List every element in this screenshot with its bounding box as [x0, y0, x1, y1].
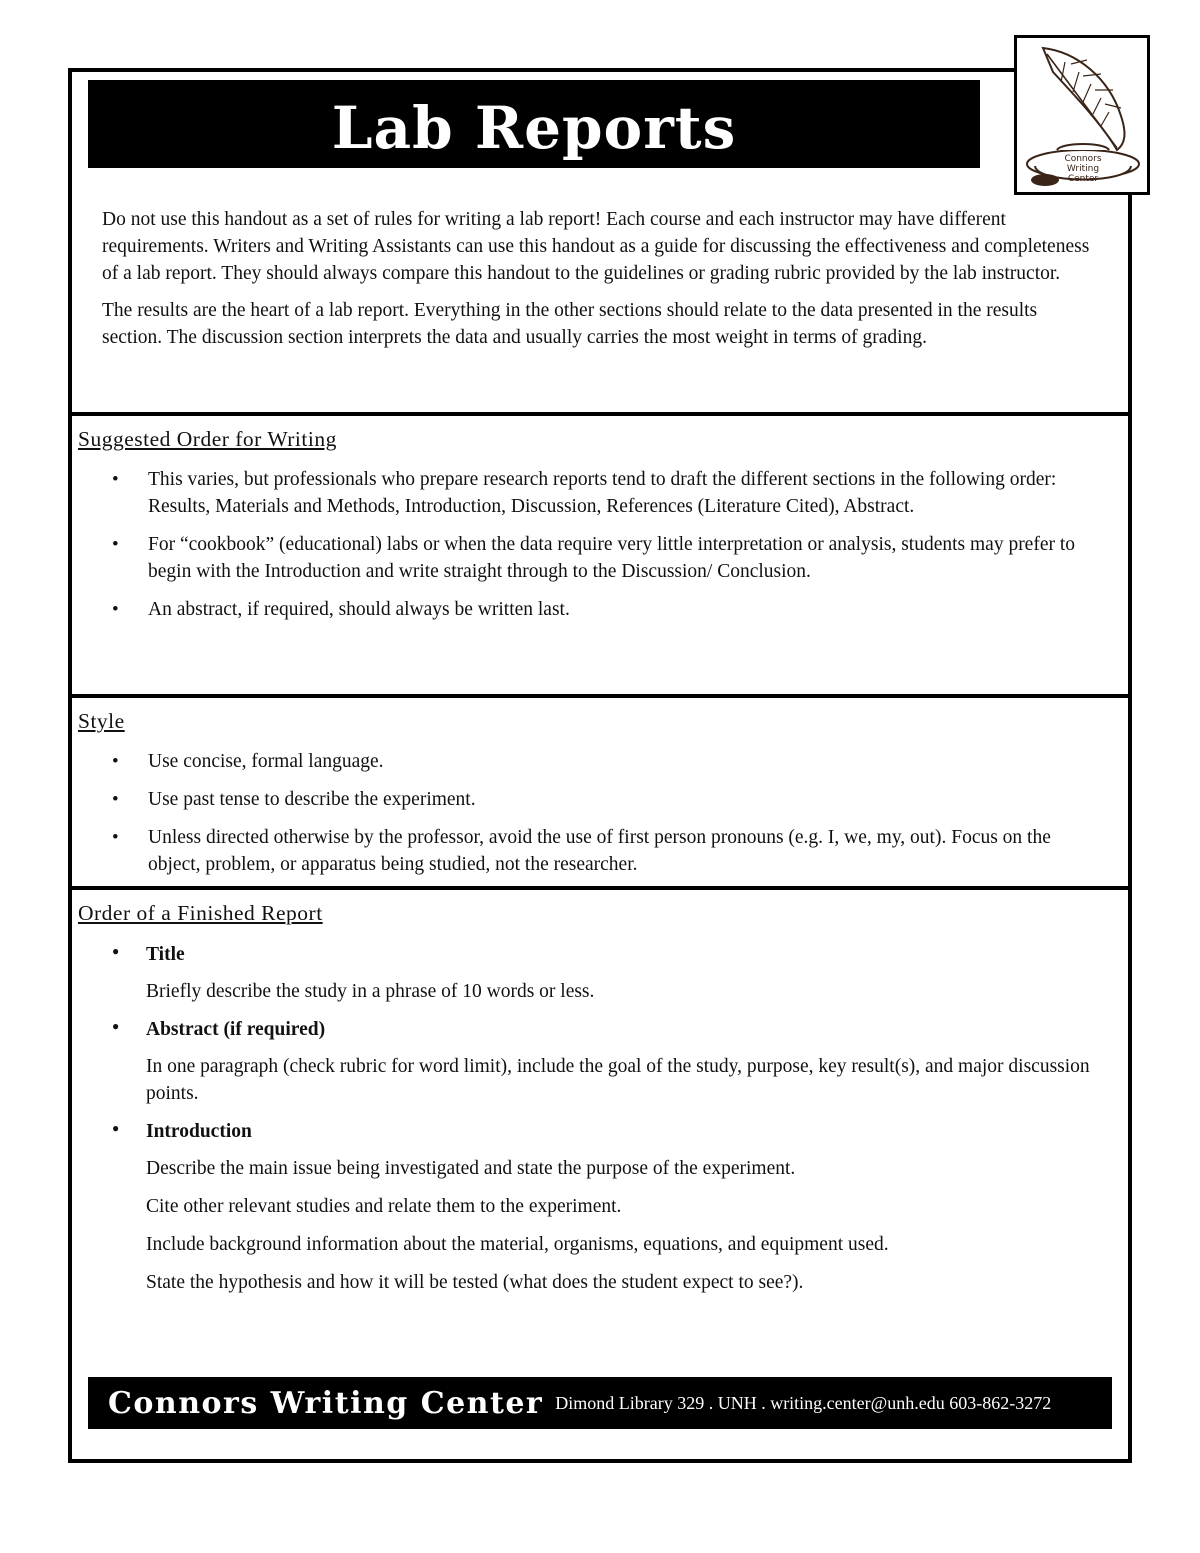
footer-banner	[88, 1377, 1112, 1429]
list-item: • Unless directed otherwise by the professor, avoid the use of first person pronouns (e.g. I, we, my, out). Focus on the object, problem, or apparatus being studied, not the researcher.	[78, 824, 1108, 878]
item-description: State the hypothesis and how it will be tested (what does the student expect to see?).	[146, 1272, 804, 1293]
logo-text-line-2: Writing	[1066, 164, 1100, 174]
intro-paragraph: The results are the heart of a lab report. Everything in the other sections should relate to the data presented in the results section. The discussion section interprets the data and usually carries the most weight in terms of grading.	[102, 300, 1038, 348]
connors-writing-center-logo	[1014, 35, 1150, 195]
suggested-order-list	[78, 466, 1108, 623]
logo-text-line-1: Connors	[1064, 154, 1102, 164]
section-divider	[68, 412, 1132, 416]
item-description: Include background information about the material, organisms, equations, and equipment used.	[146, 1234, 889, 1255]
section-heading: Order of a Finished Report	[78, 901, 323, 925]
section-heading: Style	[78, 709, 125, 733]
item-description: Describe the main issue being investigated and state the purpose of the experiment.	[146, 1158, 796, 1179]
list-item: • This varies, but professionals who prepare research reports tend to draft the different sections in the following order: Results, Materials and Methods, Introduction, Discussion, References (Literature Cited), Abstract.	[78, 466, 1108, 520]
item-title: ● Introduction	[146, 1121, 252, 1142]
item-title: ● Abstract (if required)	[146, 1019, 326, 1040]
list-item: • An abstract, if required, should always be written last.	[78, 596, 1108, 623]
section-heading: Suggested Order for Writing	[78, 427, 337, 451]
section-divider	[68, 886, 1132, 890]
footer-contact: Dimond Library 329 . UNH . writing.center@unh.edu 603-862-3272	[555, 1392, 1052, 1413]
footer-brand: Connors Writing Center	[108, 1385, 544, 1421]
style-list	[78, 748, 1108, 878]
list-item	[78, 1117, 1108, 1296]
list-item	[78, 1015, 1108, 1107]
page-title: Lab Reports	[331, 94, 737, 162]
item-description: Briefly describe the study in a phrase of 10 words or less.	[146, 981, 595, 1002]
suggested-order-section	[78, 424, 1108, 634]
quill-inkwell-icon	[1017, 38, 1147, 192]
finished-report-list	[78, 940, 1108, 1296]
intro-paragraph: Do not use this handout as a set of rules for writing a lab report! Each course and each instructor may have different requirements. Writers and Writing Assistants can use this handout as a guide for discussing the effectiveness and completeness of a lab report. They should always compare this handout to the guidelines or grading rubric provided by the lab instructor.	[102, 209, 1090, 284]
list-item: • Use concise, formal language.	[78, 748, 1108, 775]
logo-text-line-3: Center	[1067, 174, 1099, 184]
item-title: ● Title	[146, 944, 185, 965]
style-section	[78, 706, 1108, 889]
list-item: • Use past tense to describe the experiment.	[78, 786, 1108, 813]
section-divider	[68, 694, 1132, 698]
list-item	[78, 940, 1108, 1005]
intro-text	[102, 206, 1092, 361]
finished-report-section	[78, 898, 1108, 1306]
item-description: Cite other relevant studies and relate them to the experiment.	[146, 1196, 622, 1217]
title-banner	[88, 80, 980, 168]
item-description: In one paragraph (check rubric for word limit), include the goal of the study, purpose, key result(s), and major discussion points.	[146, 1056, 1090, 1104]
list-item: • For “cookbook” (educational) labs or when the data require very little interpretation or analysis, students may prefer to begin with the Introduction and write straight through to the Discussion/ Conclusion.	[78, 531, 1108, 585]
